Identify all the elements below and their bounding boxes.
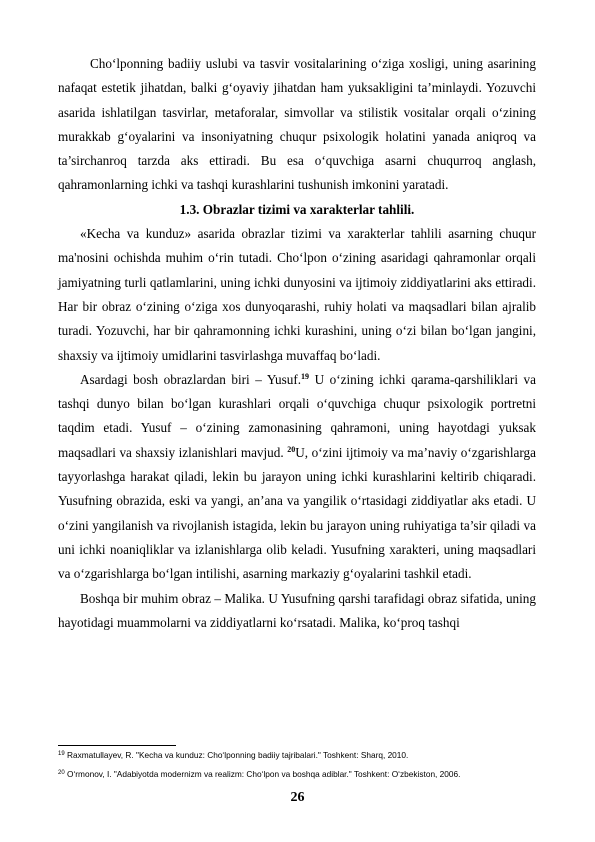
paragraph-style: Cho‘lponning badiiy uslubi va tasvir vositalarining o‘ziga xosligi, uning asarining nafaqat estetik jihatdan, balki g‘oyaviy jihatdan ham yuksakligini ta’minlaydi. Yozuvchi asarida ishlatilgan tasvirlar, metaforalar, simvollar va stilistik vositalar orqali o‘zining murakkab g‘oyalarini va insoniyatning chuqur psixologik holatini yanada aniqroq va ta’sirchanroq tarzda aks ettiradi. Bu esa o‘quvchiga asarni chuqurroq anglash, qahramonlarning ichki va tashqi kurashlarini tushunish imkonini yaratadi. — [58, 56, 536, 193]
footnote-text: Raxmatullayev, R. "Kecha va kunduz: Cho‘lponning badiiy tajribalari." Toshkent: Sharq, 2010. — [64, 750, 409, 760]
paragraph-yusuf-c: U, o‘zini ijtimoiy va ma’naviy o‘zgarishlarga tayyorlashga harakat qiladi, lekin bu jarayon uning ichki kurashlarini keltirib chiqaradi. Yusufning obrazida, eski va yangi, an’ana va yangilik o‘rtasidagi ziddiyatlar aks etadi. U o‘zini yangilanish va rivojlanish istagida, lekin bu jarayon uning ruhiyatiga ta’sir qiladi va uni ichki noaniqliklar va izlanishlarga olib keladi. Yusufning xarakteri, uning maqsadlari va o‘zgarishlarga bo‘lgan intilishi, asarning markaziy g‘oyalarini tashkil etadi. — [58, 444, 536, 582]
paragraph-yusuf-a: Asardagi bosh obrazlardan biri – Yusuf. — [80, 371, 302, 387]
footnote-19 — [58, 750, 536, 761]
footnote-number: 20 — [58, 770, 65, 776]
footnote-ref-19[interactable]: 19 — [301, 371, 310, 381]
footnote-number: 19 — [58, 751, 65, 757]
footnote-text: O‘rmonov, I. "Adabiyotda modernizm va realizm: Cho‘lpon va boshqa adiblar." Toshkent: O‘zbekiston, 2006. — [64, 769, 461, 779]
page-body — [58, 52, 536, 635]
section-heading: 1.3. Obrazlar tizimi va xarakterlar tahlili. — [179, 201, 415, 217]
footnote-ref-20[interactable]: 20 — [287, 444, 296, 454]
paragraph-yusuf — [58, 368, 536, 587]
paragraph-malika: Boshqa bir muhim obraz – Malika. U Yusufning qarshi tarafidagi obraz sifatida, uning hayotidagi muammolarni va ziddiyatlarni ko‘rsatadi. Malika, ko‘proq tashqi — [58, 590, 536, 630]
paragraph-intro: «Kecha va kunduz» asarida obrazlar tizimi va xarakterlar tahlili asarning chuqur ma'nosini ochishda muhim o‘rin tutadi. Cho‘lpon o‘zining asaridagi qahramonlar orqali jamiyatning turli qatlamlarini, uning ichki dunyosini va ijtimoiy ziddiyatlarini aks ettiradi. Har bir obraz o‘zining o‘ziga xos dunyoqarashi, ruhiy holati va maqsadlari bilan ajralib turadi. Yozuvchi, har bir qahramonning ichki kurashini, uning o‘zi bilan bo‘lgan jangini, shaxsiy va ijtimoiy umidlarini tasvirlashga muvaffaq bo‘ladi. — [58, 226, 536, 363]
page-number: 26 — [290, 790, 305, 805]
footnote-20 — [58, 769, 536, 780]
footnote-divider — [58, 745, 176, 746]
paragraph-yusuf-b: U o‘zining ichki qarama-qarshiliklari va tashqi dunyo bilan bo‘lgan kurashlari orqali o‘quvchiga chuqur psixologik portretni taqdim etadi. Yusuf – o‘zining zamonasining qahramoni, uning hayotdagi yuksak maqsadlari va shaxsiy izlanishlari mavjud. — [58, 371, 536, 460]
